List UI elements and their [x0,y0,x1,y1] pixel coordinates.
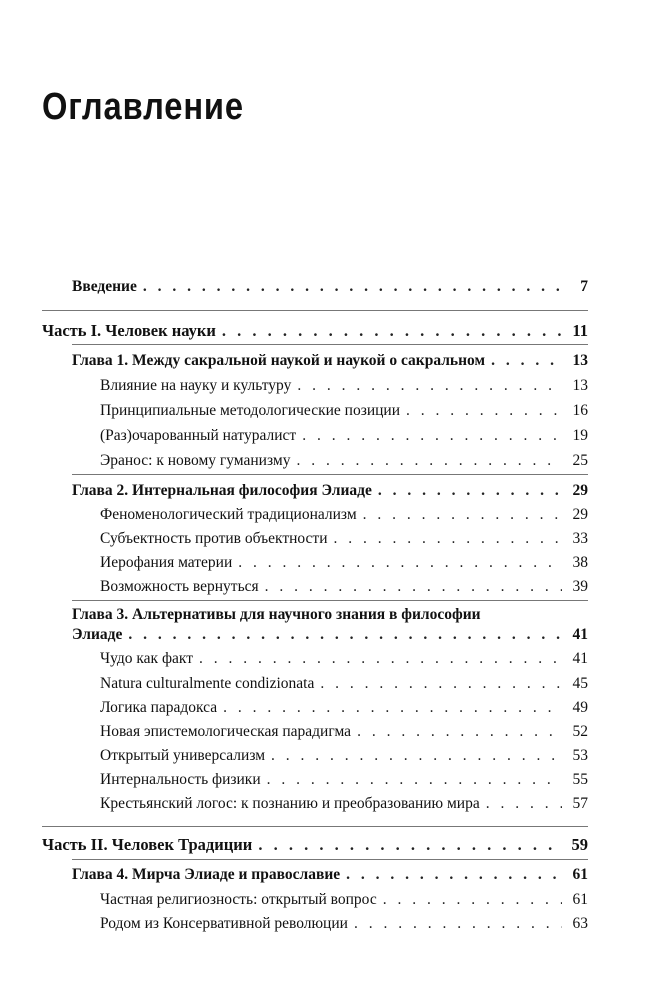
toc-entry-part-2[interactable] [42,836,588,854]
toc-entry-chapter-2[interactable] [72,482,588,500]
toc-page: 63 [572,915,588,932]
toc-label: Иерофания материи [100,554,233,571]
toc-label: Natura culturalmente condizionata [100,675,315,692]
toc-entry[interactable] [100,699,588,717]
toc-page: 16 [572,402,588,419]
toc-label: Влияние на науку и культуру [100,377,292,394]
toc-page: 53 [572,747,588,764]
toc-entry[interactable] [100,891,588,909]
toc-label: Логика парадокса [100,699,218,716]
dot-leader [238,554,562,572]
toc-entry-intro[interactable] [72,278,588,296]
toc-page: 59 [571,835,588,854]
toc-entry[interactable] [100,452,588,470]
toc-chapter-3-line-1[interactable]: Глава 3. Альтернативы для научного знания в философии [72,606,481,623]
dot-leader [320,675,562,693]
toc-label: Часть II. Человек Традиции [42,835,253,854]
toc-page: 29 [572,482,588,499]
toc-page: 52 [572,723,588,740]
toc-entry-chapter-3[interactable] [72,626,588,644]
dot-leader [378,482,562,500]
toc-label: Феноменологический традиционализм [100,506,357,523]
dot-leader [491,352,562,370]
toc-page: 49 [572,699,588,716]
toc-entry[interactable] [100,377,588,395]
toc-entry-chapter-4[interactable] [72,866,588,884]
divider [42,826,588,827]
toc-label: Крестьянский логос: к познанию и преобразованию мира [100,795,480,812]
toc-entry[interactable] [100,554,588,572]
toc-page: 41 [572,650,588,667]
toc-page: 25 [572,452,588,469]
dot-leader [297,377,562,395]
toc-page: 38 [572,554,588,571]
dot-leader [346,866,562,884]
toc-page: 57 [572,795,588,812]
toc-page: 41 [572,626,588,643]
toc-entry[interactable] [100,530,588,548]
divider [42,310,588,311]
toc-label: Элиаде [72,626,123,643]
toc-page: 55 [572,771,588,788]
dot-leader [406,402,562,420]
toc-page: 13 [572,377,588,394]
dot-leader [271,747,562,765]
dot-leader [143,278,562,296]
divider [72,859,588,860]
toc-entry[interactable] [100,915,588,933]
toc-page: 39 [572,578,588,595]
toc-page: 19 [572,427,588,444]
toc-entry-part-1[interactable] [42,322,588,340]
toc-label: Глава 4. Мирча Элиаде и православие [72,866,341,883]
toc-label: Частная религиозность: открытый вопрос [100,891,377,908]
toc-entry[interactable] [100,747,588,765]
divider [72,600,588,601]
page-title: Оглавление [42,86,244,128]
dot-leader [334,530,563,548]
toc-entry[interactable] [100,771,588,789]
toc-label: Глава 2. Интернальная философия Элиаде [72,482,372,499]
toc-label: Интернальность физики [100,771,261,788]
dot-leader [128,626,562,644]
dot-leader [223,699,562,717]
toc-label: Часть I. Человек науки [42,321,216,340]
toc-page: 29 [572,506,588,523]
toc-label: Глава 1. Между сакральной наукой и наукой о сакральном [72,352,486,369]
dot-leader [302,427,562,445]
toc-label: Эранос: к новому гуманизму [100,452,291,469]
toc-label: Введение [72,278,137,295]
toc-label: Новая эпистемологическая парадигма [100,723,352,740]
toc-label: Чудо как факт [100,650,193,667]
divider [72,344,588,345]
divider [72,474,588,475]
toc-entry-chapter-1[interactable] [72,352,588,370]
dot-leader [357,723,562,741]
toc-entry[interactable] [100,506,588,524]
dot-leader [296,452,562,470]
dot-leader [354,915,562,933]
toc-entry[interactable] [100,402,588,420]
toc-entry[interactable] [100,795,588,813]
toc-page: 11 [572,321,588,340]
toc-label: Возможность вернуться [100,578,259,595]
toc-label: Родом из Консервативной революции [100,915,348,932]
dot-leader [383,891,562,909]
toc-entry[interactable] [100,675,588,693]
toc-page: 7 [580,278,588,295]
toc-label: (Раз)очарованный натуралист [100,427,297,444]
toc-page: 61 [572,866,588,883]
toc-page: 33 [572,530,588,547]
dot-leader [267,771,562,789]
toc-entry[interactable] [100,650,588,668]
dot-leader [363,506,562,524]
toc-label: Принципиальные методологические позиции [100,402,400,419]
toc-page: 45 [572,675,588,692]
toc-entry[interactable] [100,578,588,596]
toc-page: 13 [572,352,588,369]
toc-entry[interactable] [100,723,588,741]
dot-leader [222,322,562,340]
toc-label: Субъектность против объектности [100,530,328,547]
toc-entry[interactable] [100,427,588,445]
dot-leader [199,650,562,668]
toc-label: Открытый универсализм [100,747,266,764]
dot-leader [265,578,562,596]
dot-leader [486,795,562,813]
toc-page: 61 [572,891,588,908]
dot-leader [258,836,562,854]
